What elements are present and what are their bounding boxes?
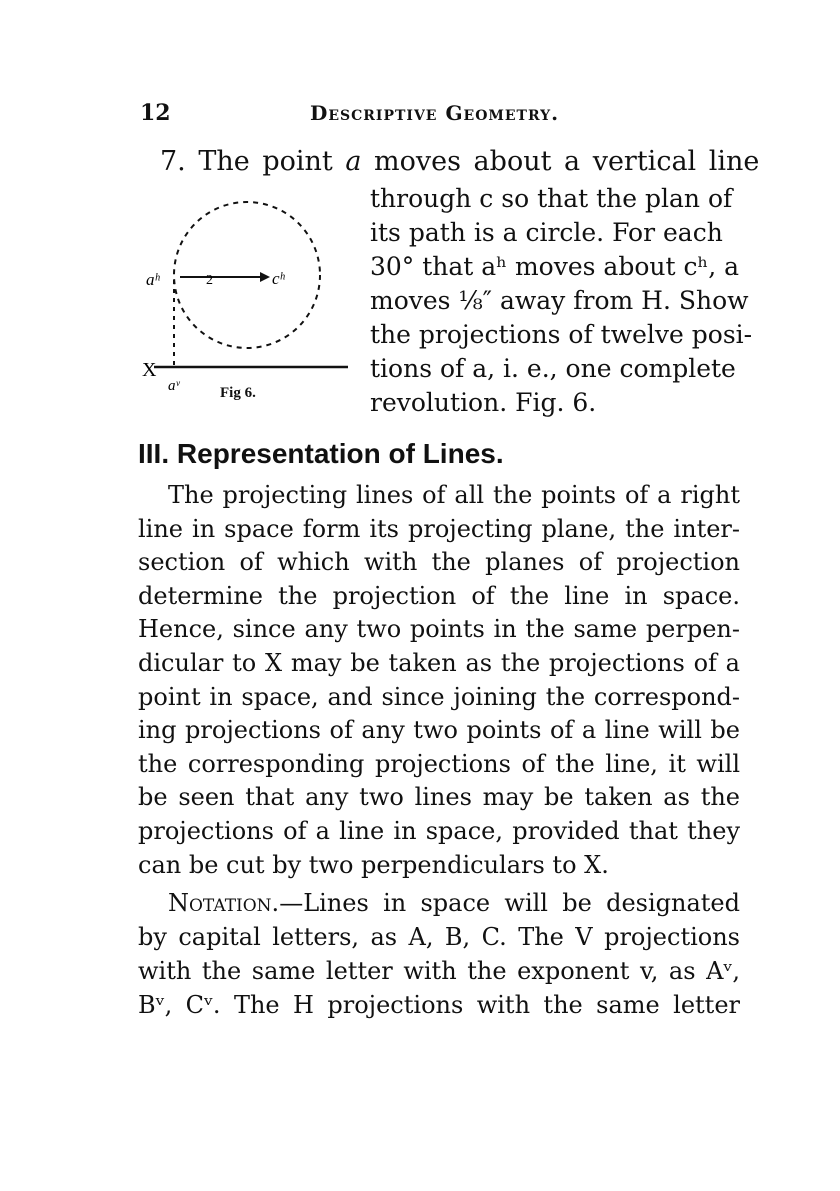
body-line: line in space form its projecting plane, the inter-: [138, 514, 740, 543]
body-line: can be cut by two perpendiculars to X.: [138, 850, 609, 879]
page-number: 12: [140, 100, 171, 126]
body-line: point in space, and since joining the correspond-: [138, 682, 740, 711]
notation-label: Notation.: [168, 889, 280, 917]
problem-number: 7.: [160, 146, 186, 177]
problem-line: tions of a, i. e., one complete: [370, 354, 736, 383]
figure-6-diagram: [140, 195, 355, 415]
label-av: aᵛ: [168, 378, 180, 394]
section-body: [138, 479, 740, 882]
label-x: X: [142, 359, 157, 381]
label-ch: cʰ: [272, 269, 285, 288]
body-line: ing projections of any two points of a line will be: [138, 716, 740, 745]
problem-line: revolution. Fig. 6.: [370, 388, 597, 417]
body-line: The projecting lines of all the points of a right: [168, 481, 740, 509]
path-circle: [174, 202, 320, 348]
body-line: the corresponding projections of the line, it will: [138, 749, 740, 778]
problem-line: moves ⅛″ away from H. Show: [370, 286, 749, 315]
body-line: projections of a line in space, provided that they: [138, 816, 740, 845]
problem-line: through c so that the plan of: [370, 184, 733, 213]
problem-7-first-line: [160, 146, 759, 177]
section-heading: III. Representation of Lines.: [138, 438, 504, 469]
problem-line: the projections of twelve posi-: [370, 320, 753, 349]
notation-line: with the same letter with the exponent v, as Aᵛ,: [138, 957, 740, 985]
problem-7-text: [370, 182, 753, 420]
body-line: be seen that any two lines may be taken as the: [138, 783, 740, 812]
problem-var-a: a: [345, 146, 362, 177]
notation-line: by capital letters, as A, B, C. The V projections: [138, 923, 740, 951]
body-line: section of which with the planes of projection: [138, 548, 740, 577]
notation-line: Bᵛ, Cᵛ. The H projections with the same letter: [138, 991, 740, 1019]
problem-opening: The point: [198, 146, 333, 177]
problem-line: its path is a circle. For each: [370, 218, 723, 247]
figure-caption: Fig 6.: [220, 385, 256, 401]
arrow-head: [260, 272, 270, 282]
running-title: Descriptive Geometry.: [310, 101, 560, 125]
notation-first-rest: —Lines in space will be designated: [279, 889, 740, 917]
problem-opening-rest: moves about a vertical line: [374, 146, 760, 177]
notation-first-line: [138, 886, 740, 920]
notation-paragraph: [138, 886, 740, 1022]
label-ah: aʰ: [146, 270, 160, 289]
body-line: dicular to X may be taken as the projections of a: [138, 648, 740, 677]
body-line: Hence, since any two points in the same perpen-: [138, 615, 740, 644]
problem-line: 30° that aʰ moves about cʰ, a: [370, 252, 740, 281]
body-line: determine the projection of the line in space.: [138, 581, 740, 610]
label-2: 2: [206, 273, 213, 288]
